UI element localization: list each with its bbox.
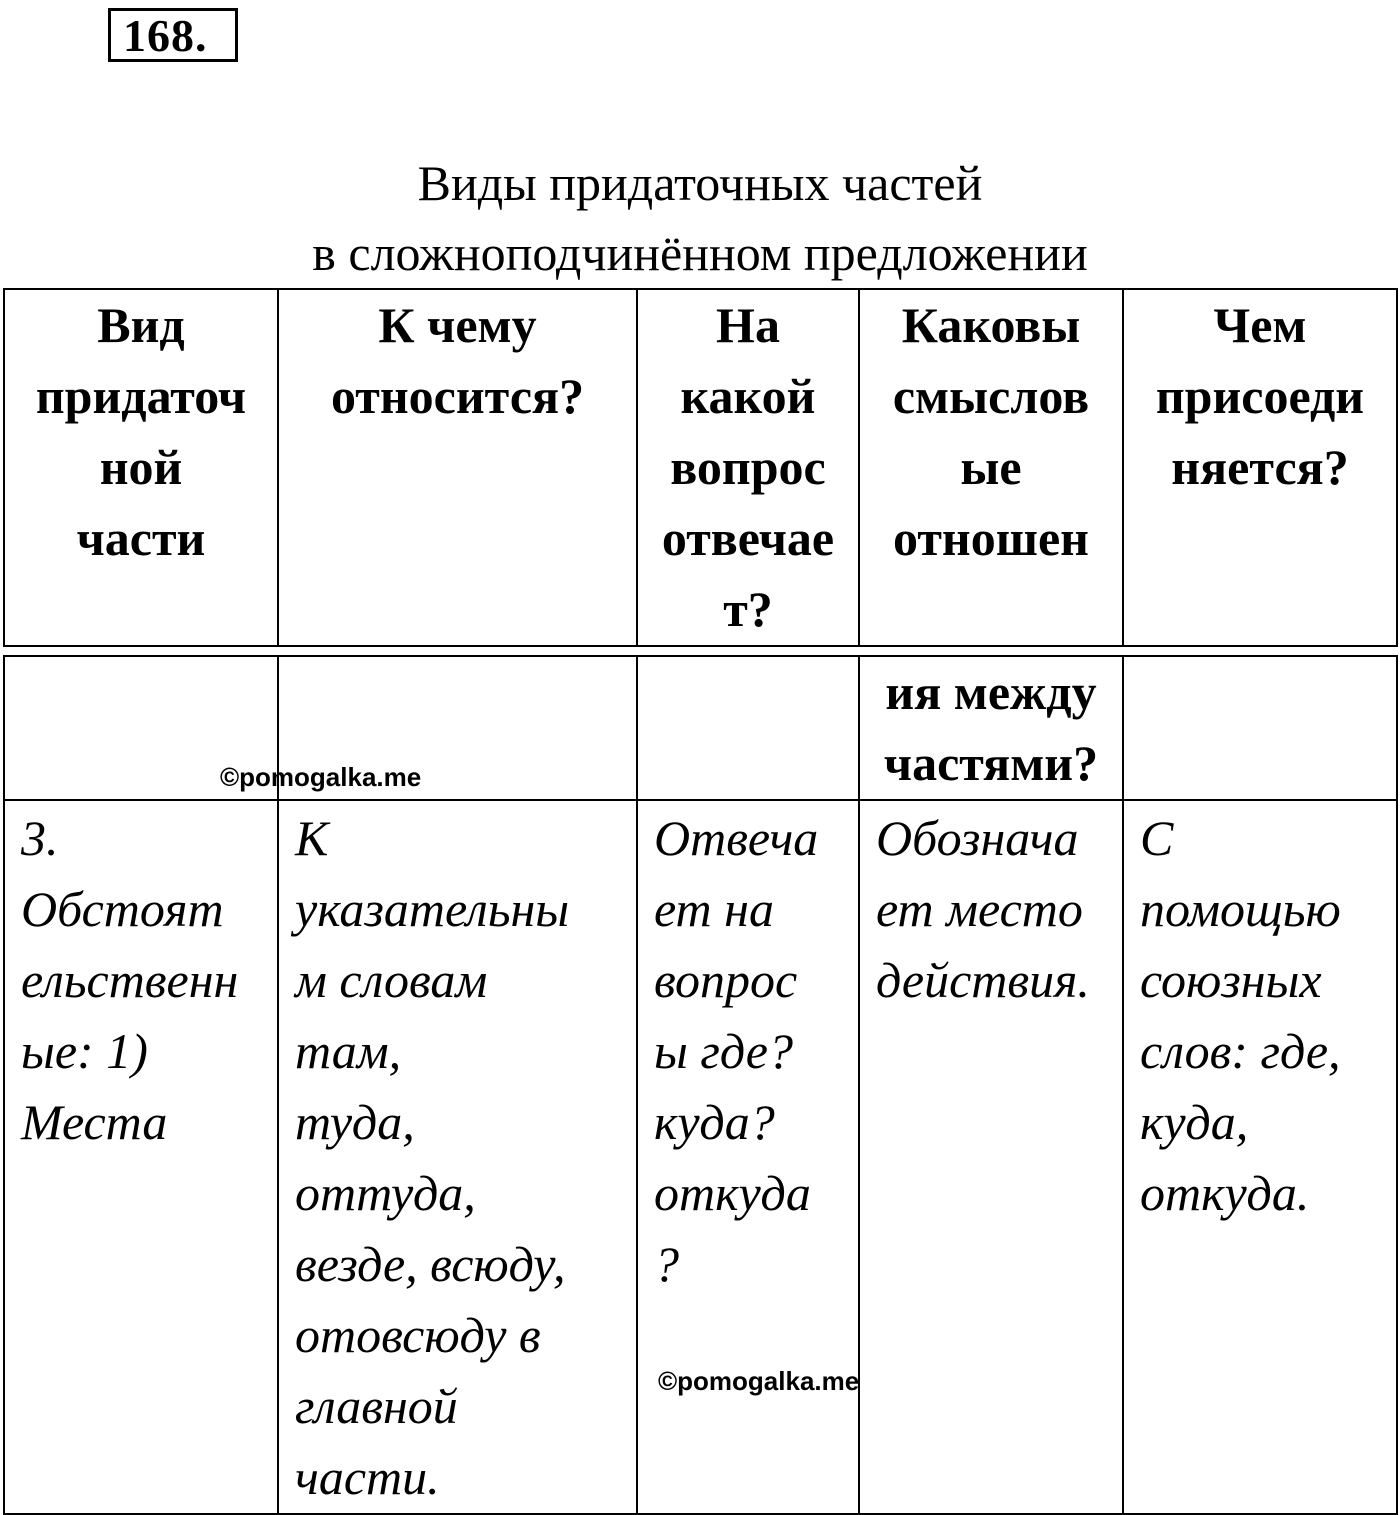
cell-text: указательны <box>295 881 570 937</box>
table-cell <box>1123 656 1397 800</box>
cell-meaning <box>859 800 1123 1514</box>
table-cell <box>637 656 859 800</box>
cell-text: куда, <box>1140 1094 1249 1150</box>
cell-relates-to <box>278 800 637 1514</box>
cell-text: С <box>1140 810 1174 866</box>
header-text: ия между <box>885 664 1097 720</box>
header-cell-connection <box>1123 289 1397 646</box>
cell-text: оттуда, <box>295 1165 476 1221</box>
header-text: придаточ <box>35 368 247 424</box>
cell-text: везде, всюду, <box>295 1236 566 1292</box>
task-number: 168. <box>108 8 238 62</box>
cell-text: м словам <box>295 952 488 1008</box>
cell-type <box>4 800 278 1514</box>
table-title <box>0 148 1400 288</box>
cell-text: слов: где, <box>1140 1023 1341 1079</box>
cell-text: Обознача <box>876 810 1079 866</box>
header-text: т? <box>723 581 773 637</box>
header-text: ые <box>960 439 1022 495</box>
cell-text: 3. <box>21 810 59 866</box>
header-text: части <box>76 510 206 566</box>
title-line-1: Виды придаточных частей <box>417 155 983 211</box>
cell-text: там, <box>295 1023 402 1079</box>
cell-text: вопрос <box>654 952 798 1008</box>
header-cell-meaning-continued <box>859 656 1123 800</box>
cell-text: ые: 1) <box>21 1023 148 1079</box>
title-line-2: в сложноподчинённом предложении <box>312 225 1088 281</box>
cell-text: действия. <box>876 952 1090 1008</box>
cell-text: К <box>295 810 329 866</box>
header-text: ной <box>99 439 183 495</box>
header-cell-relates-to <box>278 289 637 646</box>
header-text: частями? <box>883 735 1099 791</box>
header-text: Вид <box>97 297 185 353</box>
header-table <box>3 288 1398 647</box>
cell-text: Обстоят <box>21 881 224 937</box>
cell-text: Места <box>21 1094 168 1150</box>
cell-text: союзных <box>1140 952 1322 1008</box>
header-text: какой <box>680 368 816 424</box>
header-text: отношен <box>893 510 1089 566</box>
header-text: вопрос <box>670 439 826 495</box>
header-text: Каковы <box>901 297 1081 353</box>
cell-text: помощью <box>1140 881 1341 937</box>
header-row <box>4 289 1397 646</box>
watermark: ©pomogalka.me <box>220 762 422 792</box>
header-text: К чему <box>378 297 537 353</box>
header-text: На <box>716 297 780 353</box>
watermark: ©pomogalka.me <box>658 1366 860 1396</box>
header-text: смыслов <box>892 368 1090 424</box>
header-cell-type <box>4 289 278 646</box>
header-continued-row <box>4 656 1397 800</box>
cell-text: Отвеча <box>654 810 819 866</box>
header-text: Чем <box>1213 297 1307 353</box>
cell-question <box>637 800 859 1514</box>
cell-text: ельственн <box>21 952 239 1008</box>
header-cell-meaning <box>859 289 1123 646</box>
cell-text: части. <box>295 1449 440 1505</box>
cell-text: туда, <box>295 1094 415 1150</box>
cell-text: отовсюду в <box>295 1307 541 1363</box>
table-row <box>4 800 1397 1514</box>
cell-text: ет место <box>876 881 1083 937</box>
cell-connection <box>1123 800 1397 1514</box>
header-text: относится? <box>330 368 585 424</box>
cell-text: ет на <box>654 881 774 937</box>
header-text: отвечае <box>661 510 835 566</box>
header-cell-question <box>637 289 859 646</box>
cell-text: куда? <box>654 1094 775 1150</box>
cell-text: ы где? <box>654 1023 793 1079</box>
cell-text: откуда. <box>1140 1165 1310 1221</box>
header-text: присоеди <box>1155 368 1365 424</box>
header-text: няется? <box>1171 439 1349 495</box>
cell-text: откуда <box>654 1165 811 1221</box>
cell-text: главной <box>295 1378 458 1434</box>
cell-text: ? <box>654 1236 679 1292</box>
